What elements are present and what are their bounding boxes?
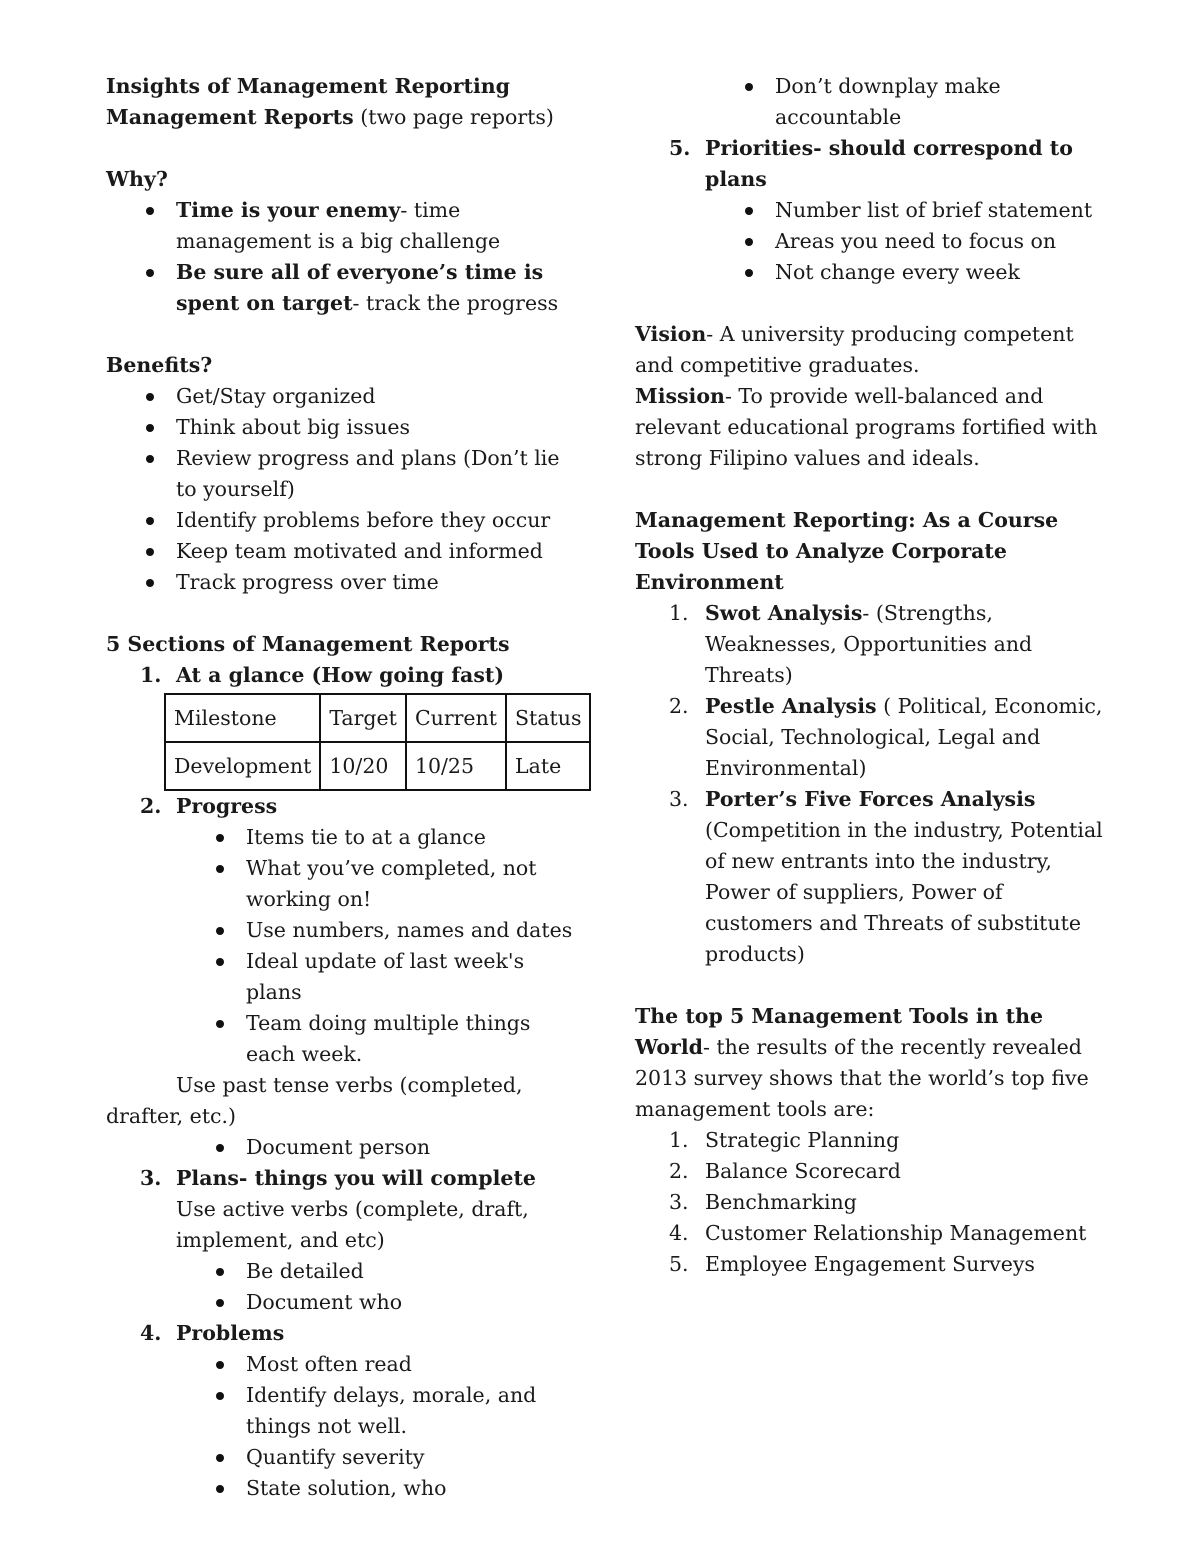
top5-paragraph: The top 5 Management Tools in the World- the results of the recently revealed 2013 survey shows that the world’s top five management tools are: bbox=[635, 1004, 1089, 1121]
list-item: 3. Benchmarking bbox=[669, 1190, 857, 1214]
at-a-glance-table bbox=[164, 693, 591, 791]
list-item: Not change every week bbox=[775, 257, 1105, 288]
subtitle-bold: Management Reports bbox=[106, 105, 354, 129]
table-row bbox=[165, 742, 590, 790]
course-heading: Management Reporting: As a Course bbox=[635, 508, 1059, 532]
list-item: Items tie to at a glance bbox=[246, 822, 576, 853]
table-cell: Late bbox=[506, 742, 590, 790]
list-item: Review progress and plans (Don’t lie to yourself) bbox=[176, 443, 576, 505]
doc-title: Insights of Management Reporting bbox=[106, 74, 511, 98]
list-item: Be sure all of everyone’s time is spent on target- track the progress bbox=[176, 257, 576, 319]
plans-note: Use active verbs (complete, draft, implement, and etc) bbox=[176, 1197, 529, 1252]
list-item: Team doing multiple things each week. bbox=[246, 1008, 576, 1070]
list-item: What you’ve completed, not working on! bbox=[246, 853, 576, 915]
table-header-cell: Status bbox=[506, 694, 590, 742]
tools-heading: Tools Used to Analyze Corporate Environment bbox=[635, 539, 1007, 594]
progress-note: Use past tense verbs (completed, drafter, etc.) bbox=[106, 1073, 523, 1128]
list-item: Identify problems before they occur bbox=[176, 505, 576, 536]
progress-list-2 bbox=[106, 1132, 576, 1163]
doc-subtitle bbox=[106, 102, 576, 133]
list-item: Identify delays, morale, and things not well. bbox=[246, 1380, 576, 1442]
sections-list-cont-3 bbox=[106, 1318, 576, 1349]
list-item: Number list of brief statement bbox=[775, 195, 1105, 226]
tool-porter: 3. Porter’s Five Forces Analysis (Competition in the industry, Potential of new entrants into the industry, Power of suppliers, Power of customers and Threats of substitute products) bbox=[669, 787, 1103, 966]
list-item: Time is your enemy- time management is a big challenge bbox=[176, 195, 576, 257]
list-item: Document person bbox=[246, 1132, 576, 1163]
list-item: Quantify severity bbox=[246, 1442, 576, 1473]
list-item: 2. Balance Scorecard bbox=[669, 1159, 901, 1183]
table-cell: 10/25 bbox=[406, 742, 506, 790]
list-item: Areas you need to focus on bbox=[775, 226, 1105, 257]
list-item: State solution, who bbox=[246, 1473, 576, 1504]
sections-list-cont-4 bbox=[635, 133, 1105, 195]
section-plans: 3. Plans- things you will complete bbox=[140, 1166, 536, 1190]
list-item: Get/Stay organized bbox=[176, 381, 576, 412]
list-item: 5. Employee Engagement Surveys bbox=[669, 1252, 1035, 1276]
vision-statement: Vision- A university producing competent and competitive graduates. bbox=[635, 322, 1074, 377]
sections-list bbox=[106, 660, 576, 691]
table-cell: Development bbox=[165, 742, 320, 790]
table-header-cell: Target bbox=[320, 694, 406, 742]
list-item: Keep team motivated and informed bbox=[176, 536, 576, 567]
benefits-list bbox=[106, 381, 576, 598]
why-heading: Why? bbox=[106, 167, 168, 191]
list-item: Be detailed bbox=[246, 1256, 576, 1287]
right-column bbox=[635, 71, 1105, 1280]
list-item: Track progress over time bbox=[176, 567, 576, 598]
list-item: Use numbers, names and dates bbox=[246, 915, 576, 946]
benefits-heading: Benefits? bbox=[106, 353, 213, 377]
table-cell: 10/20 bbox=[320, 742, 406, 790]
progress-list bbox=[106, 822, 576, 1070]
list-item: Document who bbox=[246, 1287, 576, 1318]
list-item: 1. Strategic Planning bbox=[669, 1128, 900, 1152]
priorities-list bbox=[635, 195, 1105, 288]
list-item: Think about big issues bbox=[176, 412, 576, 443]
why-list bbox=[106, 195, 576, 319]
section-at-a-glance: 1. At a glance (How going fast) bbox=[140, 663, 505, 687]
problems-list bbox=[106, 1349, 576, 1504]
mission-statement: Mission- To provide well-balanced and relevant educational programs fortified with strong Filipino values and ideals. bbox=[635, 384, 1098, 470]
left-column bbox=[106, 71, 582, 1504]
list-item: Ideal update of last week's plans bbox=[246, 946, 576, 1008]
sections-list-cont-2 bbox=[106, 1163, 576, 1194]
section-progress: 2. Progress bbox=[140, 794, 278, 818]
list-item: Most often read bbox=[246, 1349, 576, 1380]
table-header-cell: Milestone bbox=[165, 694, 320, 742]
section-problems: 4. Problems bbox=[140, 1321, 285, 1345]
list-item: 4. Customer Relationship Management bbox=[669, 1221, 1087, 1245]
plans-list bbox=[106, 1256, 576, 1318]
sections-list-cont bbox=[106, 791, 576, 822]
tool-pestle: 2. Pestle Analysis ( Political, Economic, Social, Technological, Legal and Environmental) bbox=[669, 694, 1103, 780]
top5-list bbox=[635, 1125, 1105, 1280]
sections-heading: 5 Sections of Management Reports bbox=[106, 632, 510, 656]
tools-list bbox=[635, 598, 1105, 970]
tool-swot: 1. Swot Analysis- (Strengths, Weaknesses, Opportunities and Threats) bbox=[669, 601, 1033, 687]
list-item: Don’t downplay make accountable bbox=[775, 71, 1105, 133]
table-header-cell: Current bbox=[406, 694, 506, 742]
subtitle-rest: (two page reports) bbox=[353, 105, 554, 129]
section-priorities: 5. Priorities- should correspond to plans bbox=[669, 136, 1073, 191]
problems-list-cont bbox=[635, 71, 1105, 133]
table-header-row bbox=[165, 694, 590, 742]
